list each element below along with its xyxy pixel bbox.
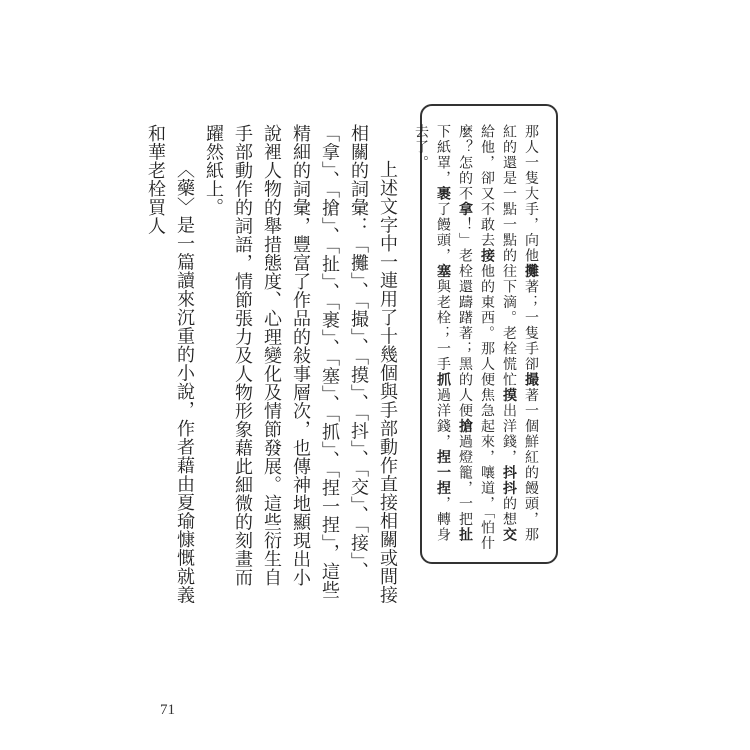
quote-segment: 的想: [501, 496, 517, 527]
body-paragraph-1: 上述文字中一連用了十幾個與手部動作直接相關或間接相關的詞彙：「攤」、「撮」、「摸」、「抖」、「交」、「接」、「拿」、「搶」、「扯」、「裹」、「塞」、「抓」、「捏一捏」，這些精細的詞彙，豐富了作品的敍事層次，也傳神地顯現出小說裡人物的舉措態度、心理變化及情節發展。這些衍生自手部動作的詞語，情節張力及人物形象藉此細微的刻畫而躍然紙上。: [203, 124, 398, 604]
quote-emphasis: 抖抖: [501, 465, 517, 496]
quote-segment: 那人一隻大手，向他: [523, 124, 539, 264]
body-paragraph-2: 〈藥〉是一篇讀來沉重的小說，作者藉由夏瑜慷慨就義和華老栓買人: [145, 124, 195, 604]
body-text: [141, 124, 402, 604]
quote-emphasis: 攤: [523, 263, 539, 279]
quote-emphasis: 摸: [501, 387, 517, 403]
quote-segment: ，轉身去了。: [413, 124, 451, 543]
page-number: 71: [160, 702, 175, 718]
quote-emphasis: 扯: [457, 527, 473, 543]
quote-segment: 他的東西。那人便焦急起來，嚷道，「怕什麼？怎的不: [457, 124, 495, 551]
quote-emphasis: 捏一捏: [435, 449, 451, 496]
quote-segment: 與老栓；一手: [435, 279, 451, 372]
quote-emphasis: 拿: [457, 201, 473, 217]
quote-segment: 了饅頭，: [435, 201, 451, 264]
quote-text: [410, 124, 542, 554]
quote-segment: 給他，卻又不敢去: [479, 124, 495, 248]
quote-emphasis: 抓: [435, 372, 451, 388]
quote-segment: 著；一隻手卻: [523, 279, 539, 372]
quote-segment: 下紙罩，: [435, 124, 451, 186]
quote-segment: 著一個鮮紅的饅頭，那紅的還是一點一點的往下滴。老栓慌忙: [501, 124, 539, 543]
quote-emphasis: 裹: [435, 186, 451, 202]
quote-box: [413, 104, 558, 564]
quote-emphasis: 塞: [435, 263, 451, 279]
quote-emphasis: 交: [501, 527, 517, 543]
quote-segment: 過洋錢，: [435, 387, 451, 450]
quote-emphasis: 撮: [523, 372, 539, 388]
quote-emphasis: 搶: [457, 418, 473, 434]
quote-segment: ！」老栓還躊躇著；黑的人便: [457, 217, 473, 419]
quote-segment: 出洋錢，: [501, 403, 517, 465]
quote-segment: 過燈籠，一把: [457, 434, 473, 527]
quote-emphasis: 接: [479, 248, 495, 264]
